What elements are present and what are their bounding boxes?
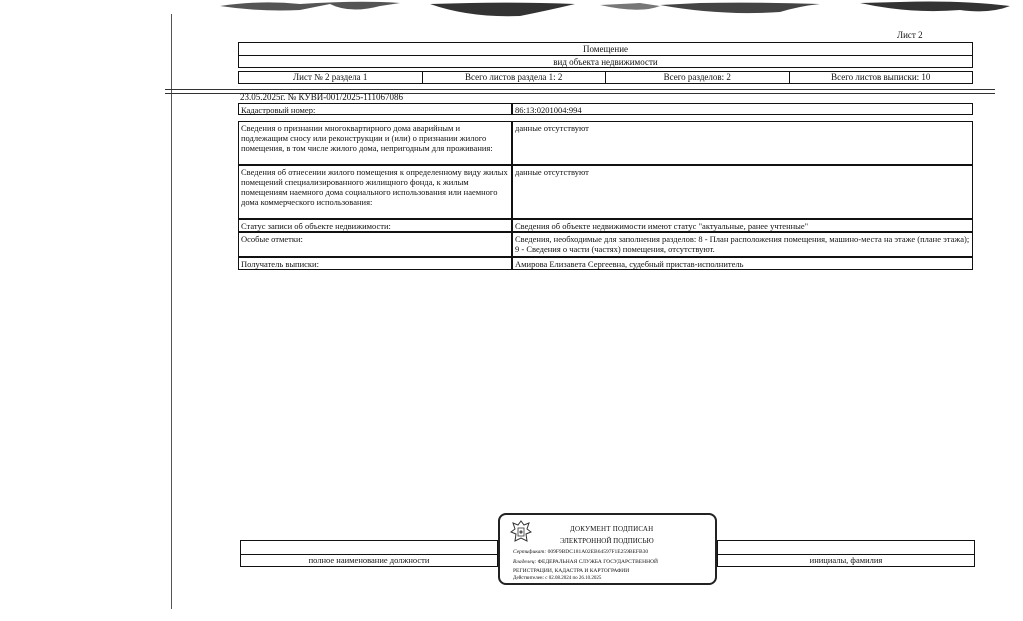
header-info-sections: Всего разделов: 2 (606, 72, 790, 83)
document-number: 23.05.2025г. № КУВИ-001/2025-111067086 (240, 92, 404, 102)
signature-name-field (717, 540, 975, 567)
owner-label: Владелец: (513, 559, 537, 565)
stamp-line2: ЭЛЕКТРОННОЙ ПОДПИСЬЮ (560, 537, 654, 545)
header-info-row (238, 71, 973, 84)
row-value-recipient: Амирова Елизавета Сергеевна, судебный пристав-исполнитель (512, 257, 973, 270)
header-title-box (238, 42, 973, 68)
header-subtitle: вид объекта недвижимости (239, 55, 972, 68)
signature-position-field (240, 540, 498, 567)
position-caption: полное наименование должности (241, 554, 497, 565)
row-value-status: Сведения об объекте недвижимости имеют статус "актуальные, ранее учтенные" (512, 219, 973, 232)
scan-margin-line (171, 14, 172, 609)
row-label-status: Статус записи об объекте недвижимости: (238, 219, 512, 232)
header-info-total-sheets: Всего листов выписки: 10 (831, 72, 931, 82)
cadastral-value: 86:13:0201004:994 (512, 103, 973, 115)
row-value-special-fund: данные отсутствуют (512, 165, 973, 219)
cadastral-label: Кадастровый номер: (238, 103, 512, 115)
name-caption: инициалы, фамилия (718, 554, 974, 565)
row-label-special-fund: Сведения об отнесении жилого помещения к определенному виду жилых помещений специализированного жилищного фонда, к жилым помещениям наемного дома социального использования или наемного дома коммерческого использования: (238, 165, 512, 219)
stamp-owner (513, 559, 658, 565)
row-label-recipient: Получатель выписки: (238, 257, 512, 270)
coat-of-arms-icon (510, 519, 532, 545)
certificate-number: 009F9BDC181A02EB64597F1E259BEFB30 (547, 549, 649, 555)
header-info-section-total: Всего листов раздела 1: 2 (423, 72, 607, 83)
stamp-owner-line2: РЕГИСТРАЦИИ, КАДАСТРА И КАРТОГРАФИИ (513, 568, 630, 574)
row-label-emergency: Сведения о признании многоквартирного дома аварийным и подлежащим сносу или реконструкции и (или) о признании жилого помещения, в том числе жилого дома, непригодным для проживания: (238, 121, 512, 165)
header-title: Помещение (582, 44, 629, 54)
stamp-line1: ДОКУМЕНТ ПОДПИСАН (570, 525, 654, 533)
certificate-label: Сертификат: (513, 549, 547, 555)
stamp-certificate (513, 549, 648, 555)
electronic-signature-stamp (498, 513, 717, 585)
scan-artifact-top (0, 0, 1023, 20)
sheet-label: Лист 2 (897, 30, 923, 40)
row-label-special-marks: Особые отметки: (238, 232, 512, 257)
header-info-section-sheet: Лист № 2 раздела 1 (239, 72, 423, 83)
row-value-emergency: данные отсутствуют (512, 121, 973, 165)
row-value-special-marks: Сведения, необходимые для заполнения разделов: 8 - План расположения помещения, машино-места на этаже (плане этажа); 9 - Сведения о части (частях) помещения, отсутствуют. (512, 232, 973, 257)
owner-line1: ФЕДЕРАЛЬНАЯ СЛУЖБА ГОСУДАРСТВЕННОЙ (537, 559, 659, 565)
stamp-validity: Действителен: с 02.08.2024 по 26.10.2025 (513, 576, 602, 581)
